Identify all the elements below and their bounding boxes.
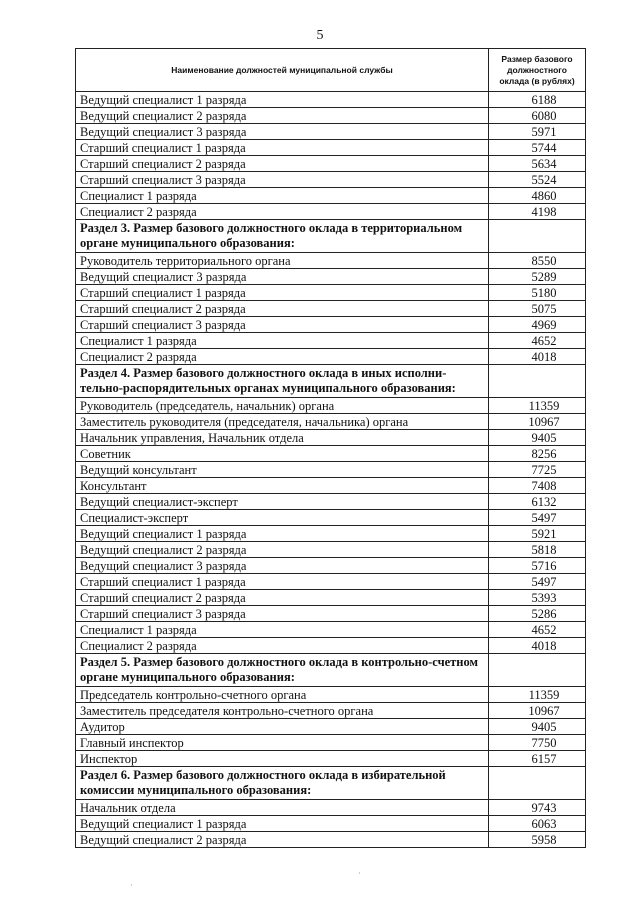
table-row — [76, 92, 586, 108]
salary-value: 4969 — [489, 317, 586, 333]
table-row — [76, 140, 586, 156]
position-name: Аудитор — [76, 719, 489, 735]
salary-table — [75, 48, 586, 848]
salary-value: 7725 — [489, 462, 586, 478]
salary-value: 5180 — [489, 285, 586, 301]
position-name: Старший специалист 2 разряда — [76, 590, 489, 606]
scan-speck: · — [358, 869, 361, 878]
position-name: Начальник отдела — [76, 800, 489, 816]
salary-value: 5971 — [489, 124, 586, 140]
salary-value: 8550 — [489, 253, 586, 269]
salary-value — [489, 654, 586, 687]
salary-value: 5075 — [489, 301, 586, 317]
section-heading-row — [76, 654, 586, 687]
salary-value: 5744 — [489, 140, 586, 156]
position-name: Старший специалист 3 разряда — [76, 606, 489, 622]
position-name: Ведущий специалист 3 разряда — [76, 269, 489, 285]
salary-value: 4652 — [489, 333, 586, 349]
salary-value: 10967 — [489, 414, 586, 430]
position-name: Старший специалист 3 разряда — [76, 172, 489, 188]
position-name: Ведущий консультант — [76, 462, 489, 478]
position-name: Специалист 1 разряда — [76, 188, 489, 204]
section-heading-row — [76, 220, 586, 253]
position-name: Ведущий специалист 2 разряда — [76, 542, 489, 558]
position-name: Консультант — [76, 478, 489, 494]
table-row — [76, 800, 586, 816]
position-name: Старший специалист 2 разряда — [76, 156, 489, 172]
table-body — [76, 92, 586, 848]
table-row — [76, 494, 586, 510]
table-header-row — [76, 49, 586, 92]
salary-value: 4860 — [489, 188, 586, 204]
table-row — [76, 156, 586, 172]
table-row — [76, 124, 586, 140]
position-name: Специалист 1 разряда — [76, 622, 489, 638]
table-row — [76, 606, 586, 622]
table-row — [76, 414, 586, 430]
table-row — [76, 622, 586, 638]
section-heading: Раздел 6. Размер базового должностного оклада в избирательной комиссии муниципального образования: — [76, 767, 489, 800]
position-name: Ведущий специалист 1 разряда — [76, 816, 489, 832]
section-heading-row — [76, 767, 586, 800]
table-row — [76, 526, 586, 542]
salary-value: 4198 — [489, 204, 586, 220]
section-heading: Раздел 5. Размер базового должностного оклада в контрольно-счетном органе муниципального образования: — [76, 654, 489, 687]
table-row — [76, 816, 586, 832]
position-name: Заместитель председателя контрольно-счетного органа — [76, 703, 489, 719]
position-name: Руководитель территориального органа — [76, 253, 489, 269]
salary-value: 6063 — [489, 816, 586, 832]
position-name: Старший специалист 3 разряда — [76, 317, 489, 333]
position-name: Ведущий специалист 3 разряда — [76, 558, 489, 574]
salary-value: 4018 — [489, 349, 586, 365]
table-row — [76, 510, 586, 526]
position-name: Специалист-эксперт — [76, 510, 489, 526]
position-name: Советник — [76, 446, 489, 462]
table-row — [76, 719, 586, 735]
position-name: Ведущий специалист 2 разряда — [76, 108, 489, 124]
salary-value: 5497 — [489, 574, 586, 590]
table-row — [76, 590, 586, 606]
salary-value: 5818 — [489, 542, 586, 558]
salary-value: 6188 — [489, 92, 586, 108]
salary-value: 7408 — [489, 478, 586, 494]
position-name: Начальник управления, Начальник отдела — [76, 430, 489, 446]
position-name-header: Наименование должностей муниципальной службы — [76, 49, 489, 92]
table-row — [76, 285, 586, 301]
salary-value — [489, 767, 586, 800]
table-row — [76, 430, 586, 446]
section-heading: Раздел 4. Размер базового должностного оклада в иных исполни-тельно-распорядительных органах муниципального образования: — [76, 365, 489, 398]
position-name: Старший специалист 2 разряда — [76, 301, 489, 317]
table-row — [76, 204, 586, 220]
salary-value: 4652 — [489, 622, 586, 638]
scan-speck: · — [130, 881, 133, 890]
salary-value: 5958 — [489, 832, 586, 848]
salary-value: 4018 — [489, 638, 586, 654]
position-name: Специалист 2 разряда — [76, 349, 489, 365]
position-name: Старший специалист 1 разряда — [76, 285, 489, 301]
salary-value: 6157 — [489, 751, 586, 767]
salary-value: 5716 — [489, 558, 586, 574]
salary-value: 5524 — [489, 172, 586, 188]
table-row — [76, 574, 586, 590]
section-heading: Раздел 3. Размер базового должностного оклада в территориальном органе муниципального образования: — [76, 220, 489, 253]
position-name: Ведущий специалист 2 разряда — [76, 832, 489, 848]
salary-value: 11359 — [489, 687, 586, 703]
table-row — [76, 301, 586, 317]
salary-value: 5289 — [489, 269, 586, 285]
salary-header: Размер базового должностного оклада (в рублях) — [489, 49, 586, 92]
table-row — [76, 542, 586, 558]
salary-value: 5634 — [489, 156, 586, 172]
table-row — [76, 832, 586, 848]
salary-value: 9405 — [489, 719, 586, 735]
position-name: Ведущий специалист 1 разряда — [76, 526, 489, 542]
position-name: Заместитель руководителя (председателя, начальника) органа — [76, 414, 489, 430]
table-row — [76, 558, 586, 574]
table-row — [76, 478, 586, 494]
salary-value: 9743 — [489, 800, 586, 816]
table-row — [76, 638, 586, 654]
position-name: Специалист 2 разряда — [76, 204, 489, 220]
salary-value — [489, 365, 586, 398]
table-row — [76, 349, 586, 365]
table-row — [76, 446, 586, 462]
position-name: Старший специалист 1 разряда — [76, 574, 489, 590]
salary-value: 5921 — [489, 526, 586, 542]
table-row — [76, 462, 586, 478]
table-row — [76, 687, 586, 703]
table-row — [76, 735, 586, 751]
position-name: Ведущий специалист-эксперт — [76, 494, 489, 510]
salary-value: 6132 — [489, 494, 586, 510]
table-row — [76, 398, 586, 414]
page-number: 5 — [316, 28, 324, 43]
table-row — [76, 188, 586, 204]
table-row — [76, 703, 586, 719]
table-row — [76, 317, 586, 333]
position-name: Главный инспектор — [76, 735, 489, 751]
salary-value: 8256 — [489, 446, 586, 462]
table-row — [76, 172, 586, 188]
table-row — [76, 269, 586, 285]
section-heading-row — [76, 365, 586, 398]
position-name: Специалист 2 разряда — [76, 638, 489, 654]
position-name: Ведущий специалист 3 разряда — [76, 124, 489, 140]
salary-value: 5497 — [489, 510, 586, 526]
salary-value: 11359 — [489, 398, 586, 414]
position-name: Специалист 1 разряда — [76, 333, 489, 349]
position-name: Руководитель (председатель, начальник) органа — [76, 398, 489, 414]
table-row — [76, 108, 586, 124]
salary-value: 7750 — [489, 735, 586, 751]
salary-value — [489, 220, 586, 253]
position-name: Старший специалист 1 разряда — [76, 140, 489, 156]
salary-value: 9405 — [489, 430, 586, 446]
salary-value: 6080 — [489, 108, 586, 124]
salary-value: 5286 — [489, 606, 586, 622]
position-name: Председатель контрольно-счетного органа — [76, 687, 489, 703]
table-row — [76, 751, 586, 767]
salary-value: 5393 — [489, 590, 586, 606]
salary-value: 10967 — [489, 703, 586, 719]
position-name: Ведущий специалист 1 разряда — [76, 92, 489, 108]
table-row — [76, 253, 586, 269]
table-row — [76, 333, 586, 349]
position-name: Инспектор — [76, 751, 489, 767]
